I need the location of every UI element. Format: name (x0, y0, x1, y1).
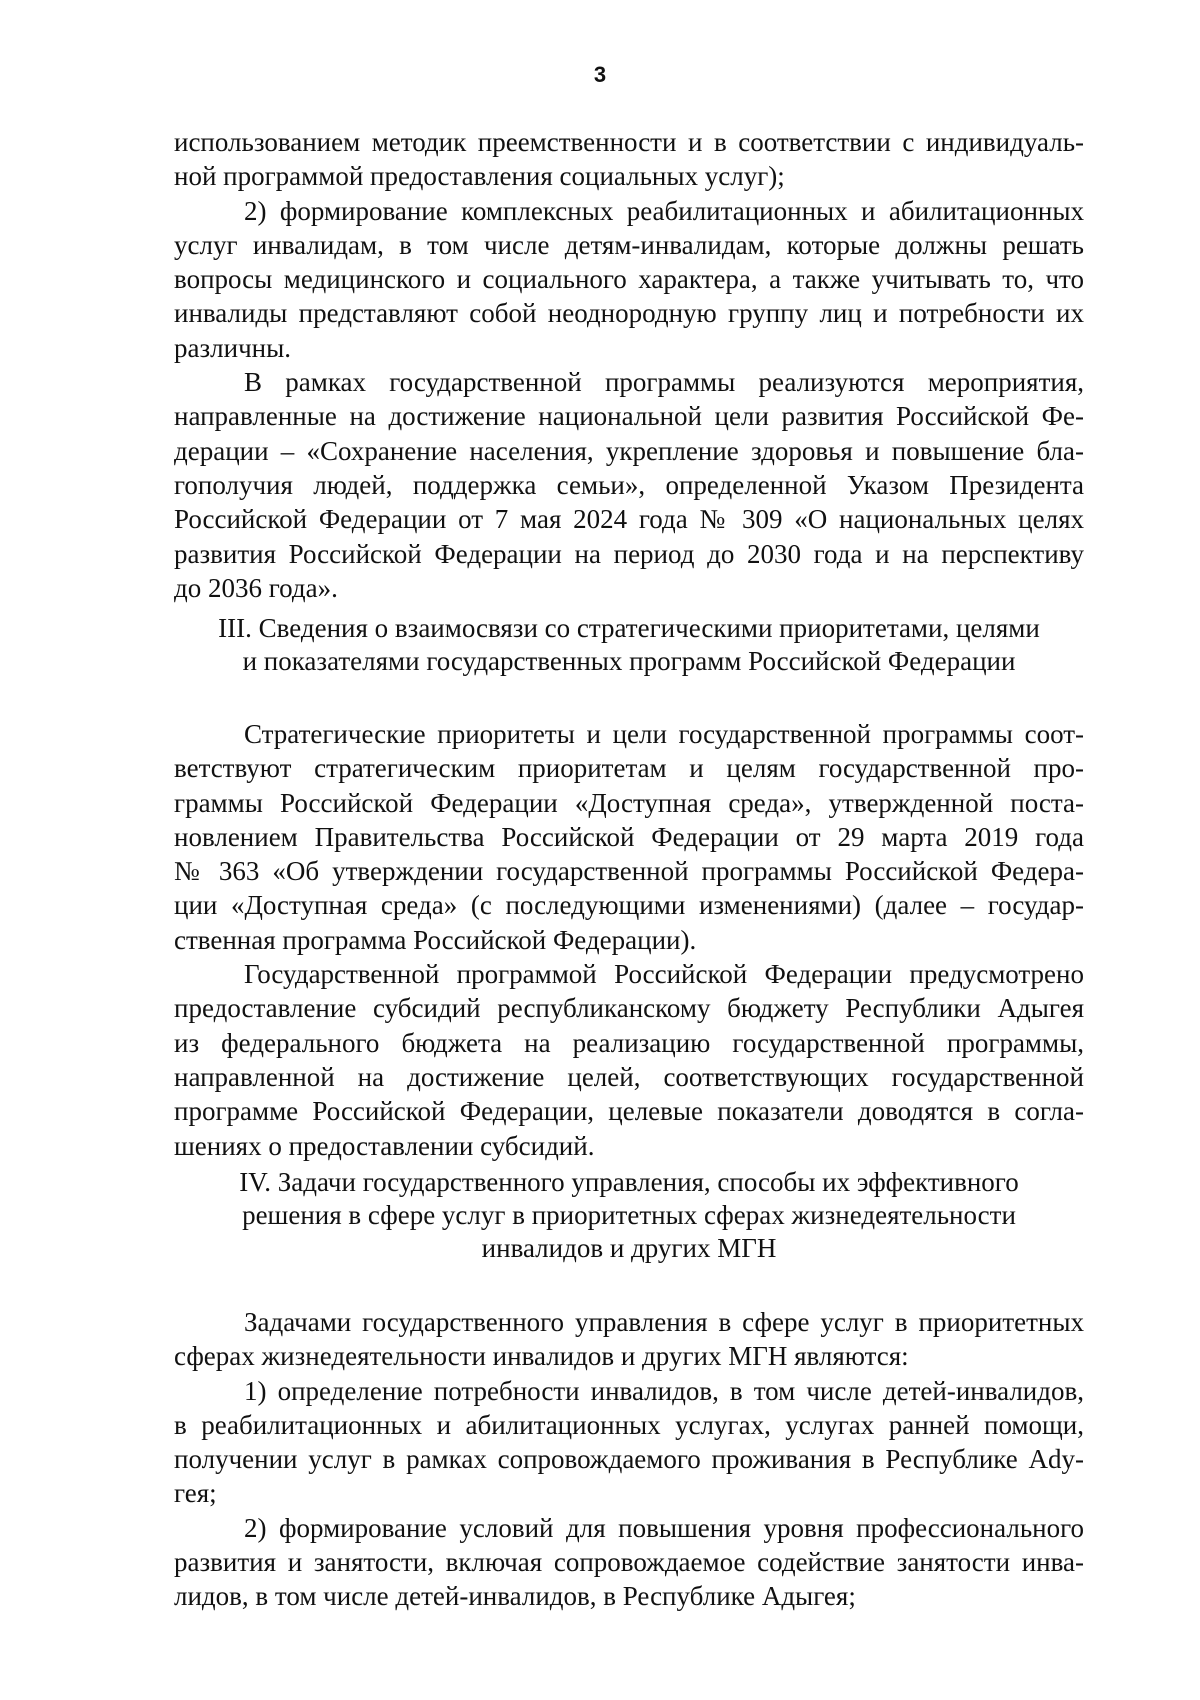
text-line: Задачами государственного управления в сфере услуг в приоритетных (244, 1307, 1084, 1337)
text-line: в реабилитационных и абилитационных услугах, услугах ранней помощи, (174, 1409, 1084, 1440)
text-line: инвалиды представляют собой неоднородную группу лиц и потребности их (174, 298, 1084, 329)
text-line: ной программой предоставления социальных услуг); (174, 161, 785, 192)
text-line: ветствуют стратегическим приоритетам и целям государственной про- (174, 753, 1084, 784)
text-line: Российской Федерации от 7 мая 2024 года № 309 «О национальных целях (174, 504, 1084, 535)
heading-line: III. Сведения о взаимосвязи со стратегическими приоритетами, целями (218, 613, 1040, 643)
text-line: шениях о предоставлении субсидий. (174, 1130, 595, 1161)
text-line: Государственной программой Российской Федерации предусмотрено (244, 959, 1084, 990)
section-3-body (174, 717, 1084, 1163)
section-3-heading (174, 612, 1084, 678)
text-line: новлением Правительства Российской Федерации от 29 марта 2019 года (174, 821, 1084, 852)
text-line: граммы Российской Федерации «Доступная среда», утвержденной поста- (174, 787, 1084, 818)
text-line: № 363 «Об утверждении государственной программы Российской Федера- (174, 856, 1084, 887)
text-line: Стратегические приоритеты и цели государственной программы соот- (244, 719, 1084, 749)
text-line: предоставление субсидий республиканскому бюджету Республики Адыгея (174, 993, 1084, 1024)
page-number: 3 (593, 62, 607, 87)
heading-line: IV. Задачи государственного управления, способы их эффективного (239, 1167, 1019, 1197)
text-line: дерации – «Сохранение населения, укрепление здоровья и повышение бла- (174, 435, 1084, 466)
text-line: лидов, в том числе детей-инвалидов, в Республике Адыгея; (174, 1581, 856, 1612)
text-line: развития Российской Федерации на период до 2030 года и на перспективу (174, 538, 1084, 569)
text-line: сферах жизнедеятельности инвалидов и других МГН являются: (174, 1341, 909, 1372)
text-line: гея; (174, 1478, 217, 1509)
text-line: использованием методик преемственности и в соответствии с индивидуаль- (174, 127, 1084, 157)
text-line: получении услуг в рамках сопровождаемого проживания в Республике Ady- (174, 1444, 1084, 1475)
text-line: ции «Доступная среда» (с последующими изменениями) (далее – государ- (174, 890, 1084, 921)
text-line: 2) формирование условий для повышения уровня профессионального (244, 1512, 1084, 1543)
text-line: вопросы медицинского и социального характера, а также учитывать то, что (174, 264, 1084, 295)
text-line: направленные на достижение национальной цели развития Российской Фе- (174, 401, 1084, 432)
text-line: развития и занятости, включая сопровождаемое содействие занятости инва- (174, 1547, 1084, 1578)
text-line: различны. (174, 332, 291, 363)
text-line: 2) формирование комплексных реабилитационных и абилитационных (244, 195, 1084, 226)
text-line: услуг инвалидам, в том числе детям-инвалидам, которые должны решать (174, 229, 1084, 260)
heading-line: инвалидов и других МГН (481, 1233, 777, 1263)
text-line: 1) определение потребности инвалидов, в том числе детей-инвалидов, (244, 1375, 1084, 1406)
text-line: из федерального бюджета на реализацию государственной программы, (174, 1027, 1084, 1058)
text-line: гополучия людей, поддержка семьи», определенной Указом Президента (174, 469, 1084, 500)
body-text-block-1 (174, 125, 1084, 605)
text-line: В рамках государственной программы реализуются мероприятия, (244, 367, 1084, 398)
heading-line: решения в сфере услуг в приоритетных сферах жизнедеятельности (242, 1200, 1016, 1230)
section-4-body (174, 1305, 1084, 1614)
text-line: направленной на достижение целей, соответствующих государственной (174, 1061, 1084, 1092)
text-line: до 2036 года». (174, 572, 338, 603)
text-line: программе Российской Федерации, целевые показатели доводятся в согла- (174, 1096, 1084, 1127)
text-line: ственная программа Российской Федерации). (174, 924, 697, 955)
heading-line: и показателями государственных программ Российской Федерации (242, 646, 1016, 676)
section-4-heading (174, 1166, 1084, 1265)
